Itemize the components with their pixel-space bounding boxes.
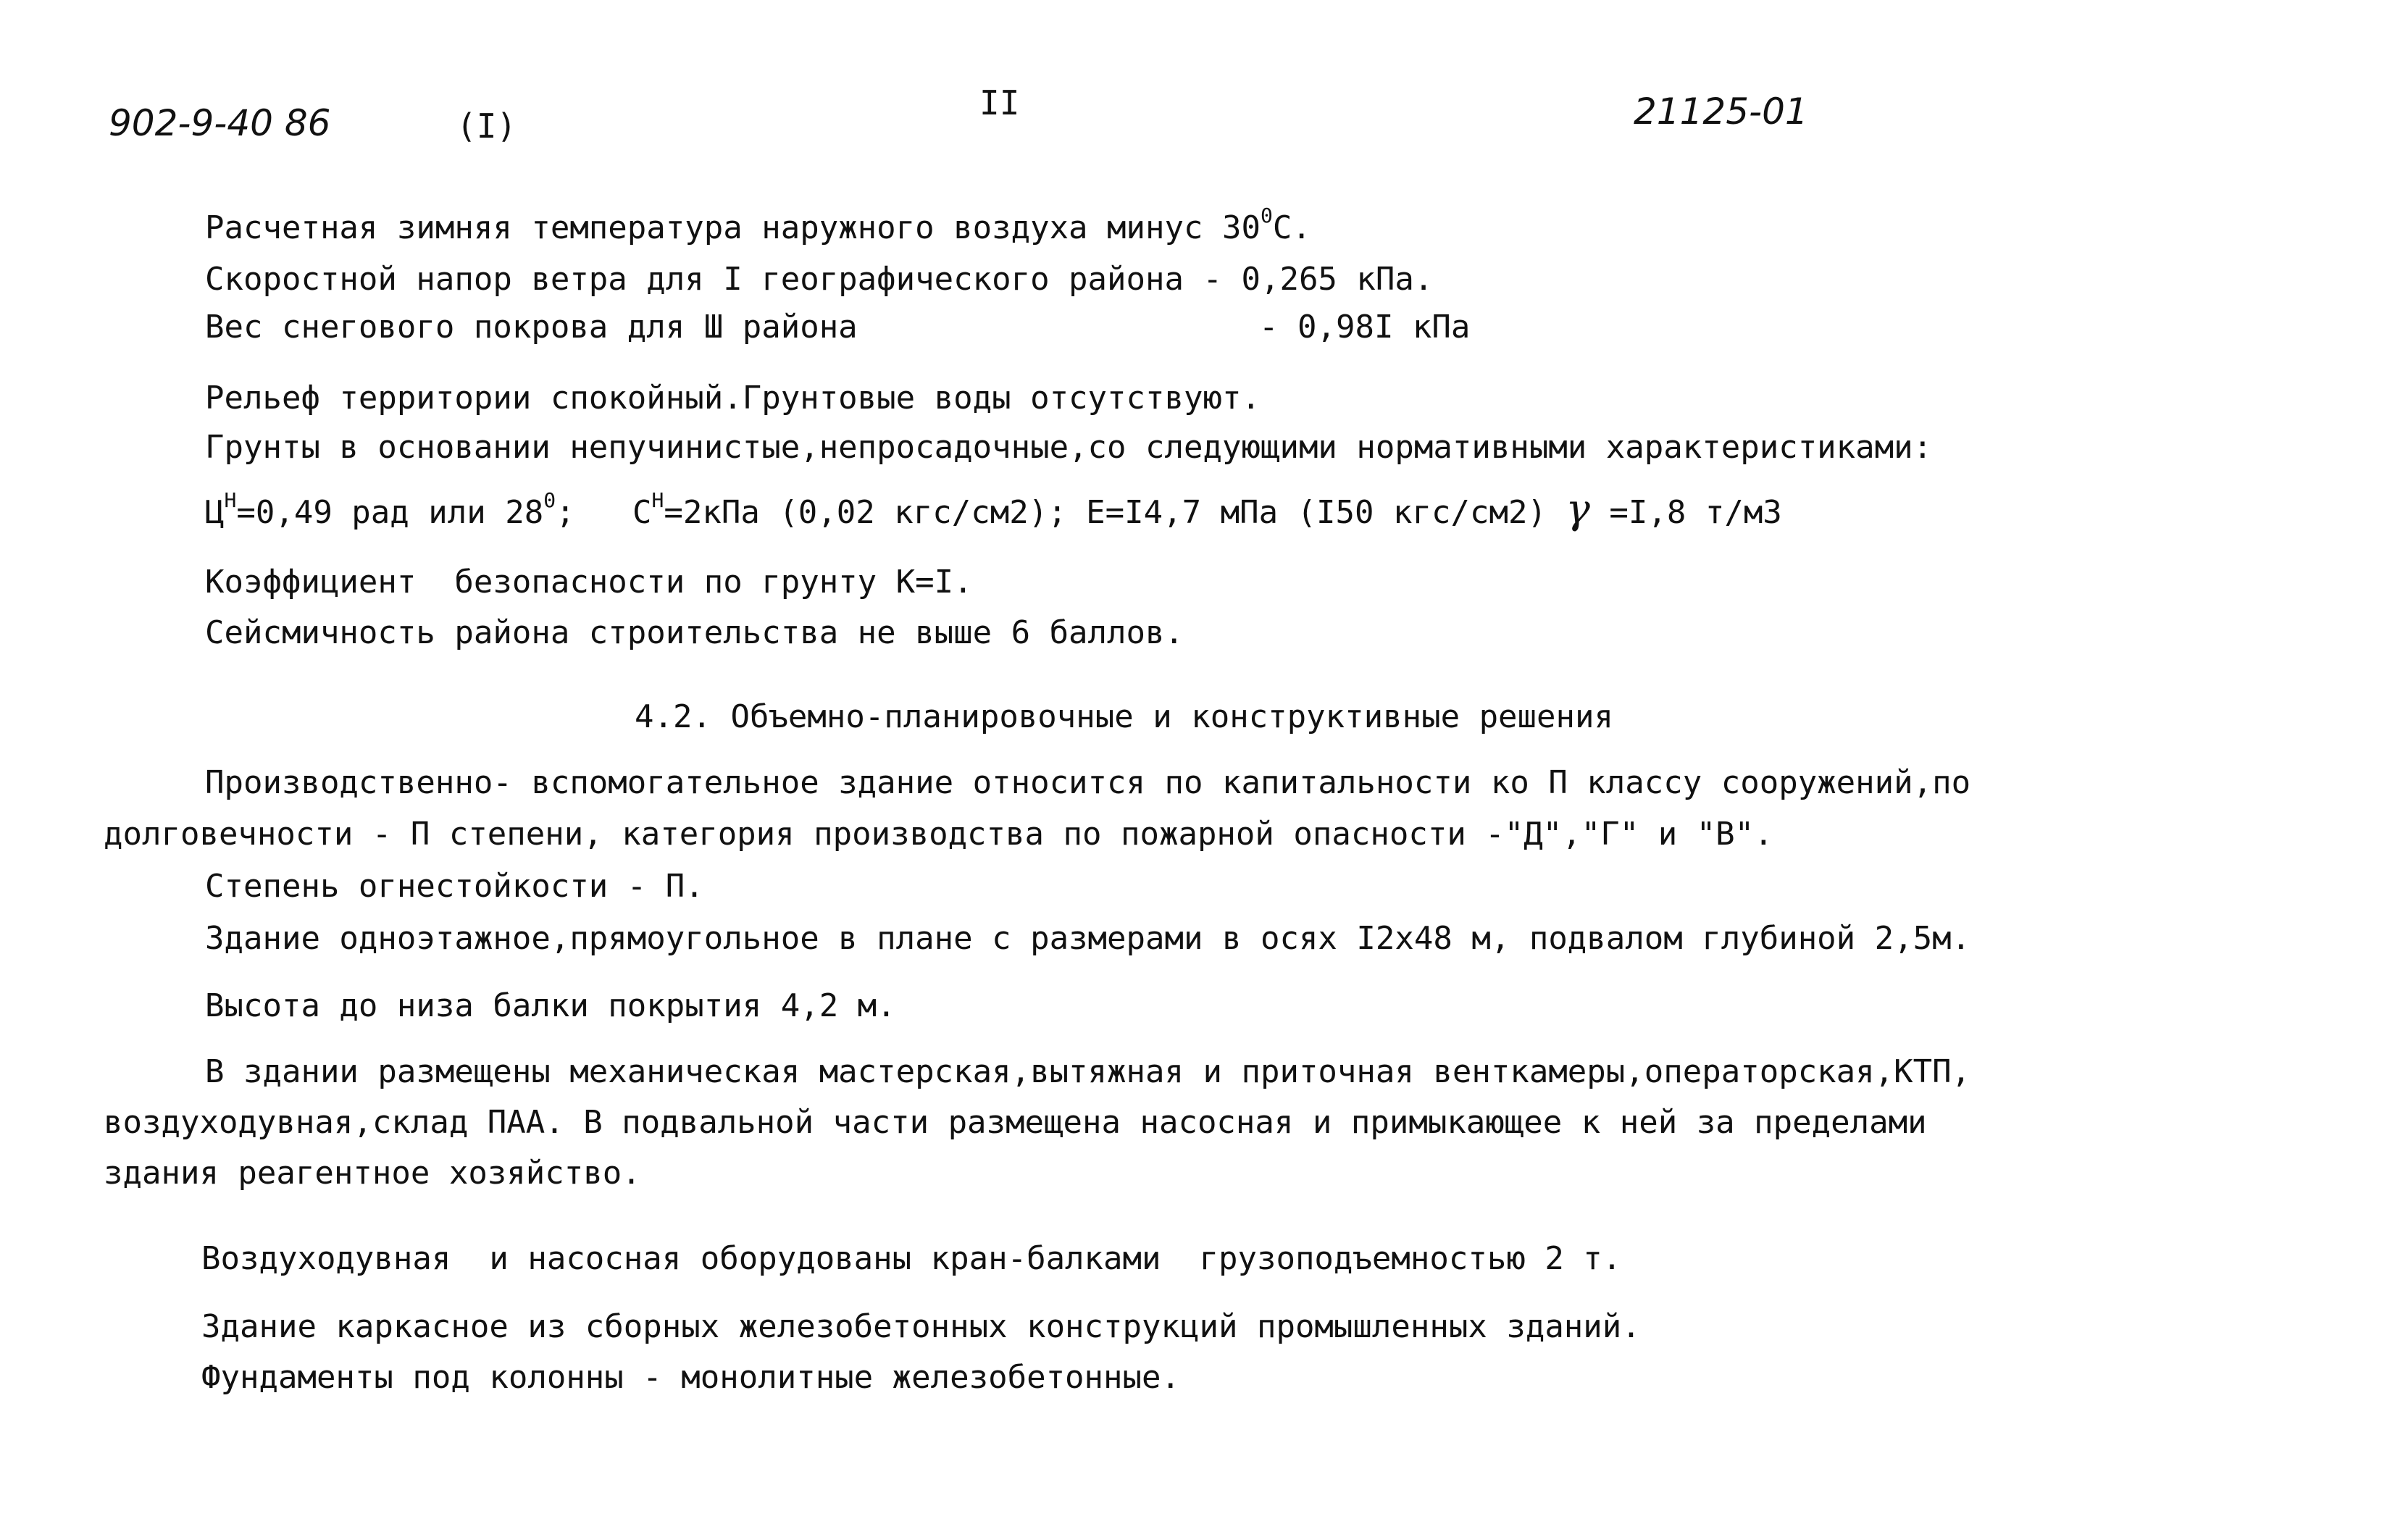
fire-resistance-line: Степень огнестойкости - П.: [205, 868, 704, 905]
height-line: Высота до низа балки покрытия 4,2 м.: [205, 987, 896, 1024]
cohesion-symbol: ; С: [556, 494, 652, 531]
building-line: Здание одноэтажное,прямоугольное в плане с размерами в осях I2х48 м, подвалом глубиной 2,5м.: [205, 920, 1971, 957]
volume-number: (I): [456, 106, 517, 146]
cohesion-value: =2кПа (0,02 кгс/см2); Е=I4,7 мПа (I50 кгс/см2): [664, 494, 1566, 531]
soils-line: Грунты в основании непучинистые,непросадочные,со следующими нормативными характеристиками:: [205, 429, 1933, 466]
phi-symbol: Ц: [205, 494, 225, 531]
safety-line: Коэффициент безопасности по грунту К=I.: [205, 564, 973, 600]
body-p2-line3: здания реагентное хозяйство.: [104, 1155, 641, 1192]
sheet-code: 21125-01: [1634, 91, 1808, 133]
page-number: II: [979, 83, 1020, 122]
body-p2-line1: В здании размещены механическая мастерская,вытяжная и приточная венткамеры,операторская,КТП,: [205, 1053, 1971, 1090]
body-p2-line2: воздуходувная,склад ПАА. В подвальной части размещена насосная и примыкающее к ней за пределами: [104, 1104, 1927, 1141]
winter-temp-text: Расчетная зимняя температура наружного воздуха минус 30: [205, 209, 1261, 246]
wind-line: Скоростной напор ветра для I географического района - 0,265 кПа.: [205, 261, 1434, 298]
phi-degree: 0: [543, 488, 556, 512]
frame-line: Здание каркасное из сборных железобетонных конструкций промышленных зданий.: [201, 1308, 1641, 1345]
degree-sup: 0: [1260, 204, 1273, 227]
seismic-line: Сейсмичность района строительства не выше 6 баллов.: [205, 614, 1184, 651]
winter-temp-tail: С.: [1272, 209, 1311, 246]
relief-line: Рельеф территории спокойный.Грунтовые воды отсутствуют.: [205, 380, 1261, 417]
body-p1-line1: Производственно- вспомогательное здание относится по капитальности ко П классу сооружений,по: [205, 764, 1971, 801]
doc-code: 902-9-40 86: [109, 102, 331, 144]
snow-value: - 0,98I кПа: [1259, 309, 1471, 346]
gamma-value: =I,8 т/м3: [1589, 494, 1782, 531]
cranes-line: Воздуходувная и насосная оборудованы кран-балками грузоподъемностью 2 т.: [201, 1240, 1622, 1277]
phi-sup: Н: [224, 488, 237, 512]
section-title: 4.2. Объемно-планировочные и конструктивные решения: [635, 698, 1614, 735]
foundations-line: Фундаменты под колонны - монолитные железобетонные.: [201, 1359, 1181, 1396]
snow-label: Вес снегового покрова для Ш района: [205, 309, 858, 346]
soil-params-line: [205, 486, 1782, 533]
body-p1-line2: долговечности - П степени, категория производства по пожарной опасности -"Д","Г" и "В".: [104, 816, 1773, 853]
cohesion-sup: Н: [651, 488, 664, 512]
winter-temp-line: [205, 204, 1311, 248]
phi-value: =0,49 рад или 28: [236, 494, 544, 531]
gamma-symbol: γ: [1566, 486, 1590, 533]
